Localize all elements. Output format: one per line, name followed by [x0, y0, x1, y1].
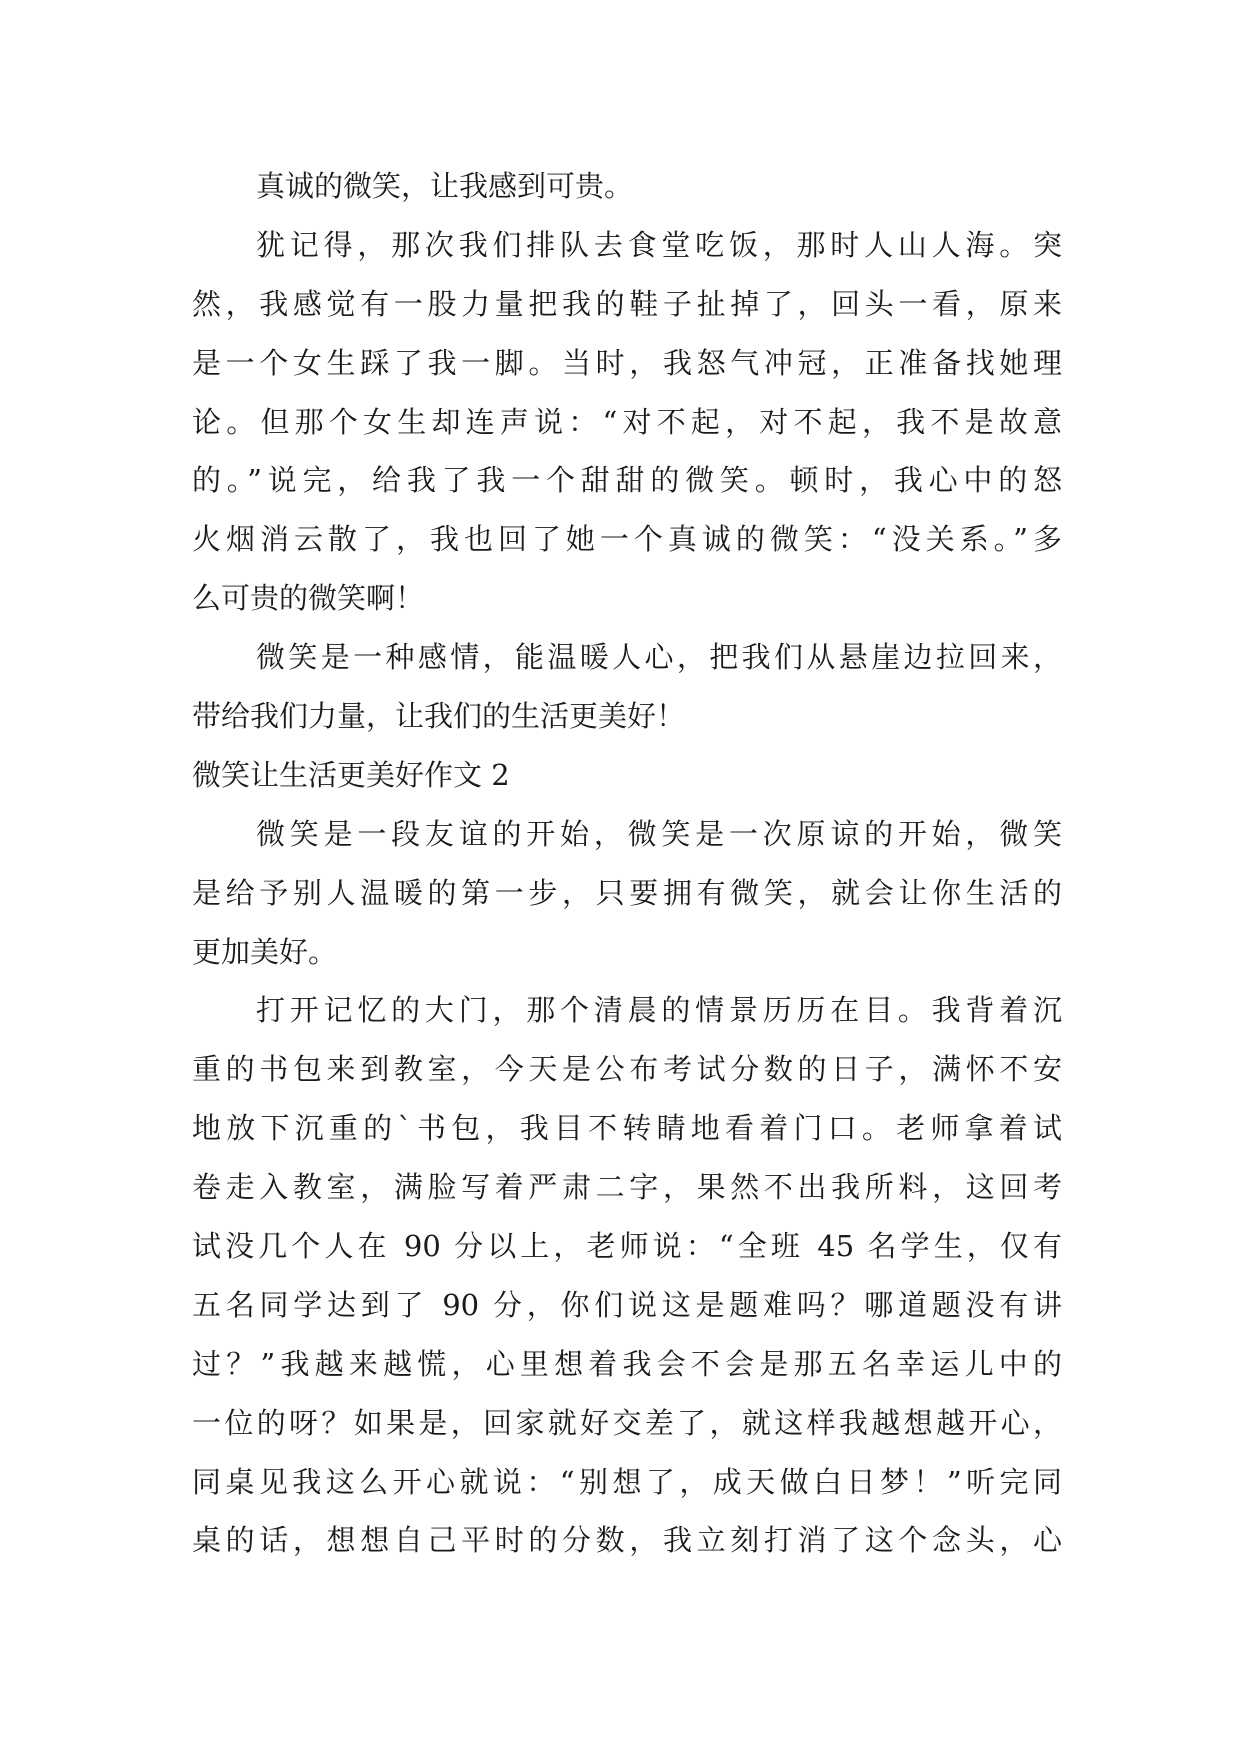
document-body [192, 157, 1062, 1570]
text-line: 火烟消云散了，我也回了她一个真诚的微笑：“没关系。”多 [192, 522, 1062, 557]
text-line: 桌的话，想想自己平时的分数，我立刻打消了这个念头，心 [192, 1523, 1062, 1558]
text-line: 卷走入教室，满脸写着严肃二字，果然不出我所料，这回考 [192, 1170, 1062, 1205]
text-line: 五名同学达到了 90 分，你们说这是题难吗？哪道题没有讲 [192, 1287, 1062, 1322]
text-line: 微笑是一段友谊的开始，微笑是一次原谅的开始，微笑 [256, 816, 1062, 851]
text-line: 是一个女生踩了我一脚。当时，我怒气冲冠，正准备找她理 [192, 345, 1062, 380]
text-line: 犹记得，那次我们排队去食堂吃饭，那时人山人海。突 [256, 227, 1062, 262]
text-line: 然，我感觉有一股力量把我的鞋子扯掉了，回头一看，原来 [192, 286, 1062, 321]
text-line: 带给我们力量，让我们的生活更美好！ [192, 699, 686, 734]
text-line: 微笑是一种感情，能温暖人心，把我们从悬崖边拉回来， [256, 640, 1062, 675]
text-line: 更加美好。 [192, 934, 338, 969]
text-line: 真诚的微笑，让我感到可贵。 [256, 169, 634, 203]
text-line: 么可贵的微笑啊！ [192, 581, 425, 616]
text-line: 试没几个人在 90 分以上，老师说：“全班 45 名学生，仅有 [192, 1229, 1062, 1264]
text-line: 是给予别人温暖的第一步，只要拥有微笑，就会让你生活的 [192, 875, 1062, 910]
text-line: 重的书包来到教室，今天是公布考试分数的日子，满怀不安 [192, 1052, 1062, 1087]
text-line: 地放下沉重的`书包，我目不转睛地看着门口。老师拿着试 [192, 1111, 1062, 1146]
section-heading: 微笑让生活更美好作文 2 [192, 757, 510, 792]
text-line: 的。”说完，给我了我一个甜甜的微笑。顿时，我心中的怒 [192, 463, 1062, 498]
text-line: 过？”我越来越慌，心里想着我会不会是那五名幸运儿中的 [192, 1346, 1062, 1381]
text-line: 同桌见我这么开心就说：“别想了，成天做白日梦！”听完同 [192, 1464, 1062, 1499]
text-line: 一位的呀？如果是，回家就好交差了，就这样我越想越开心， [192, 1405, 1062, 1440]
text-line: 打开记忆的大门，那个清晨的情景历历在目。我背着沉 [256, 993, 1062, 1028]
text-line: 论。但那个女生却连声说：“对不起，对不起，我不是故意 [192, 404, 1062, 439]
